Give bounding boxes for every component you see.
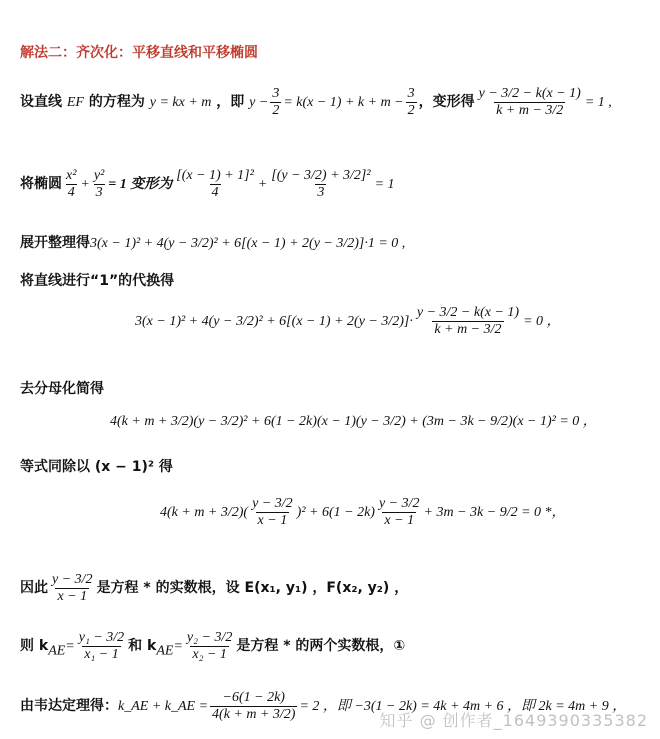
line-12: 由韦达定理得：k_AE + k_AE = $\frac{-6(1 - 2k)}{4(k + m + 3/2)}$ = 2 ，即 −3(1 − 2k) = 4k + 4m + 6 ，即 2k = 4m + 9 ， <box>20 690 627 722</box>
section-title: 解法二：齐次化：平移直线和平移椭圆 <box>20 45 258 61</box>
fraction: $\frac{\text{y₂ − 3/2}}{\text{x₂ − 1}}$ <box>186 630 233 662</box>
fraction: $\frac{\text{x²}}{4}$ <box>66 168 77 200</box>
line-3: 展开整理得3(x − 1)² + 4(y − 3/2)² + 6[(x − 1) + 2(y − 3/2)]·1 = 0 , <box>20 235 406 251</box>
line-7: 4(k + m + 3/2)(y − 3/2)² + 6(1 − 2k)(x − 1)(y − 3/2) + (3m − 3k − 9/2)(x − 1)² = 0 ， <box>110 414 597 429</box>
fraction: $\frac{\text{[(y − 3/2) + 3/2]²}}{3}$ <box>271 168 371 200</box>
line-8: 等式同除以 (x − 1)² 得 <box>20 459 173 475</box>
big-fraction: $\frac{y - 3/2 - k(x - 1)}{k + m - 3/2}$ <box>478 86 581 118</box>
fraction: $\frac{y - 3/2}{x - 1}$ <box>252 496 293 528</box>
fraction: $\frac{y - 3/2}{x - 1}$ <box>52 572 93 604</box>
fraction: $\frac{\text{y²}}{3}$ <box>93 168 105 200</box>
fraction: $\frac{y - 3/2 - k(x - 1)}{k + m - 3/2}$ <box>416 305 520 337</box>
watermark: 知乎 @ 创作者_1649390335382 <box>379 711 648 730</box>
fraction: $\frac{\text{y₁ − 3/2}}{\text{x₁ − 1}}$ <box>78 630 125 662</box>
fraction: $\frac{y - 3/2}{x - 1}$ <box>378 496 420 528</box>
line-10: 因此 $\frac{y - 3/2}{x - 1}$ 是方程 * 的实数根，设 E(x₁, y₁) ，F(x₂, y₂) ， <box>20 572 409 604</box>
line-4: 将直线进行“1”的代换得 <box>20 273 175 289</box>
fraction: $\frac{\text{[(x − 1) + 1]²}}{4}$ <box>176 168 254 200</box>
line-9: 4(k + m + 3/2)( $\frac{y - 3/2}{x - 1}$ )² + 6(1 − 2k) $\frac{y - 3/2}{x - 1}$ + 3m − 3k − 9/2 = 0 *， <box>160 496 566 528</box>
line-6: 去分母化简得 <box>20 381 104 397</box>
line-1: 设直线 EF 的方程为 y = kx + m ，即 y − $\frac{3}{2}$ = k(x − 1) + k + m − $\frac{3}{2}$ ，变形得 $\frac{y - 3/2 - k(x - 1)}{k + m - 3/2}$ = 1 , <box>20 86 612 118</box>
line-5: 3(x − 1)² + 4(y − 3/2)² + 6[(x − 1) + 2(y − 3/2)]· $\frac{y - 3/2 - k(x - 1)}{k + m - 3/2}$ = 0 ， <box>135 305 561 337</box>
line-11: 则 $k_{AE}=$ $\frac{\text{y₁ − 3/2}}{\text{x₁ − 1}}$ 和 $k_{AE}=$ $\frac{\text{y₂ − 3/2}}{\text{x₂ − 1}}$ 是方程 * 的两个实数根，① <box>20 630 406 662</box>
fraction: $\frac{-6(1 - 2k)}{4(k + m + 3/2)}$ <box>212 690 296 722</box>
line-2: 将椭圆 $\frac{\text{x²}}{4}$ + $\frac{\text{y²}}{3}$ = 1 变形为 $\frac{\text{[(x − 1) + 1]²}}{4}$ + $\frac{\text{[(y − 3/2) + 3/2]²}}{3}$ = 1 <box>20 168 395 200</box>
fraction: $\frac{3}{2}$ <box>407 86 415 118</box>
fraction: $\frac{3}{2}$ <box>272 86 280 118</box>
